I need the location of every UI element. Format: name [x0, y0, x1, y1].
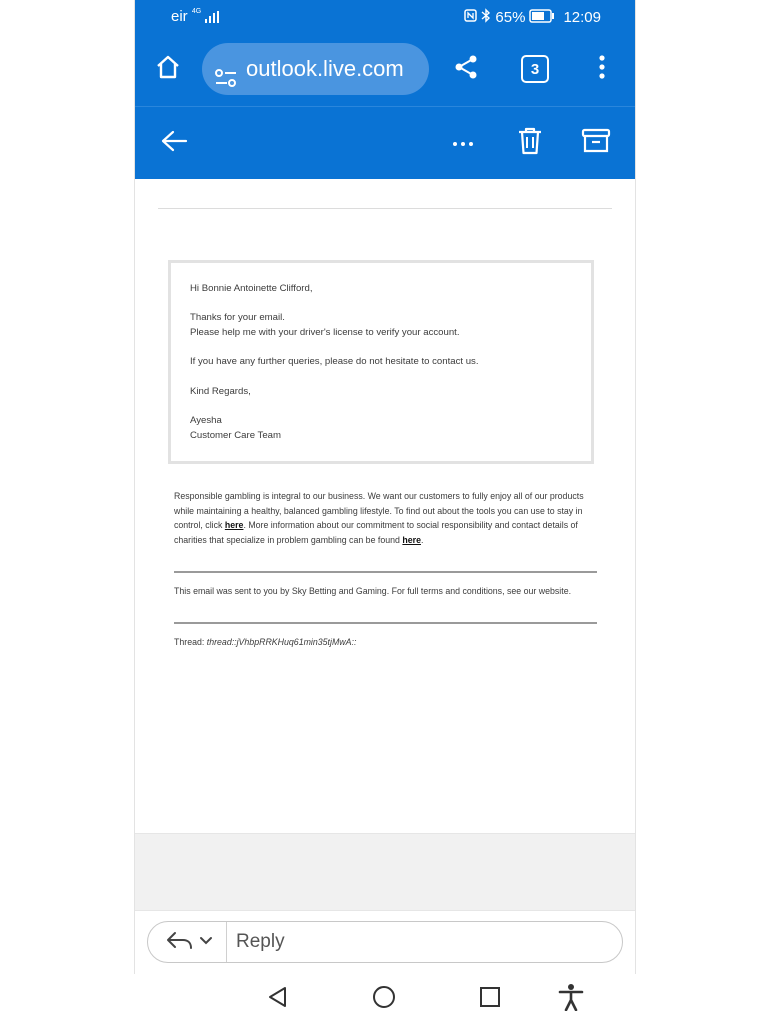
status-bar: [135, 0, 635, 34]
tools-link[interactable]: here: [224, 520, 244, 531]
share-button[interactable]: [451, 54, 481, 84]
back-arrow-icon: [160, 129, 188, 158]
address-bar[interactable]: [202, 43, 429, 95]
nfc-icon: [464, 9, 477, 26]
system-navigation-bar: [0, 974, 768, 1024]
email-greeting: Hi Bonnie Antoinette Clifford,: [190, 283, 313, 294]
nav-home-button[interactable]: [371, 986, 397, 1012]
archive-button[interactable]: [580, 127, 612, 159]
more-horiz-icon: [452, 134, 474, 152]
browser-toolbar: [135, 34, 635, 106]
thread-id: thread::jVhbpRRKHuq61min35tjMwA::: [206, 637, 357, 647]
nav-recents-button[interactable]: [477, 986, 503, 1012]
thread-label: Thread:: [174, 637, 207, 647]
status-right: [464, 8, 601, 27]
signal-icon: [205, 8, 219, 25]
email-message-card: [168, 260, 594, 464]
clock: 12:09: [563, 9, 601, 26]
reply-box[interactable]: [147, 921, 623, 963]
tabs-button[interactable]: [521, 55, 549, 83]
tune-icon[interactable]: [214, 57, 238, 95]
signature-name: Ayesha: [190, 415, 222, 426]
email-closing: Kind Regards,: [190, 386, 251, 397]
footer-divider-2: [174, 622, 597, 624]
browser-menu-button[interactable]: [590, 54, 614, 84]
thread-text: [174, 635, 599, 650]
nav-back-button[interactable]: [264, 986, 290, 1012]
email-line-3: If you have any further queries, please do not hesitate to contact us.: [190, 356, 479, 367]
carrier-label: eir: [171, 8, 188, 25]
bluetooth-icon: [481, 8, 491, 27]
gambling-text-2: . More information about our commitment to social responsibility and contact details of charities that specialize in problem gambling can be found: [174, 520, 578, 545]
phone-screen: [134, 0, 636, 975]
reply-label[interactable]: Reply: [236, 931, 285, 952]
nav-recents-icon: [479, 986, 501, 1013]
nav-back-icon: [266, 985, 288, 1014]
reply-icon: [165, 930, 193, 955]
status-left: [171, 8, 219, 25]
email-body[interactable]: [135, 179, 635, 833]
responsible-gambling-text: [174, 489, 599, 547]
sent-by-text: This email was sent to you by Sky Betting and Gaming. For full terms and conditions, see our website.: [174, 586, 572, 596]
reply-options-button[interactable]: [162, 930, 216, 954]
accessibility-button[interactable]: [557, 984, 585, 1014]
accessibility-icon: [558, 983, 584, 1016]
chevron-down-icon: [199, 933, 213, 951]
blank-gray-area: [135, 833, 635, 911]
charities-link[interactable]: here: [402, 534, 421, 545]
reply-bar: [135, 910, 635, 975]
more-actions-button[interactable]: [451, 129, 475, 157]
share-icon: [453, 54, 479, 85]
email-line-2: Please help me with your driver's license to verify your account.: [190, 327, 460, 338]
battery-icon: [529, 9, 555, 27]
battery-percent: 65%: [495, 9, 526, 26]
delete-icon: [517, 126, 543, 161]
mail-action-bar: [135, 106, 635, 180]
gambling-text-1: Responsible gambling is integral to our business. We want our customers to fully enjoy all of our products while maintaining a healthy, balanced gambling lifestyle. To find out about the tools you can use to stay in control, click: [174, 491, 584, 531]
network-type: 4G: [191, 8, 202, 15]
more-vert-icon: [599, 55, 605, 84]
signature-team: Customer Care Team: [190, 430, 281, 441]
url-text: outlook.live.com: [246, 56, 404, 81]
divider: [158, 208, 612, 209]
delete-button[interactable]: [515, 127, 545, 159]
tabs-icon: 3: [530, 60, 540, 78]
gambling-text-3: .: [420, 534, 424, 545]
nav-home-icon: [372, 985, 396, 1014]
archive-icon: [581, 127, 611, 160]
footer-divider-1: [174, 571, 597, 573]
home-button[interactable]: [153, 54, 183, 84]
home-icon: [155, 54, 181, 85]
reply-divider: [226, 922, 227, 962]
email-line-1: Thanks for your email.: [190, 312, 285, 323]
back-button[interactable]: [159, 129, 189, 157]
